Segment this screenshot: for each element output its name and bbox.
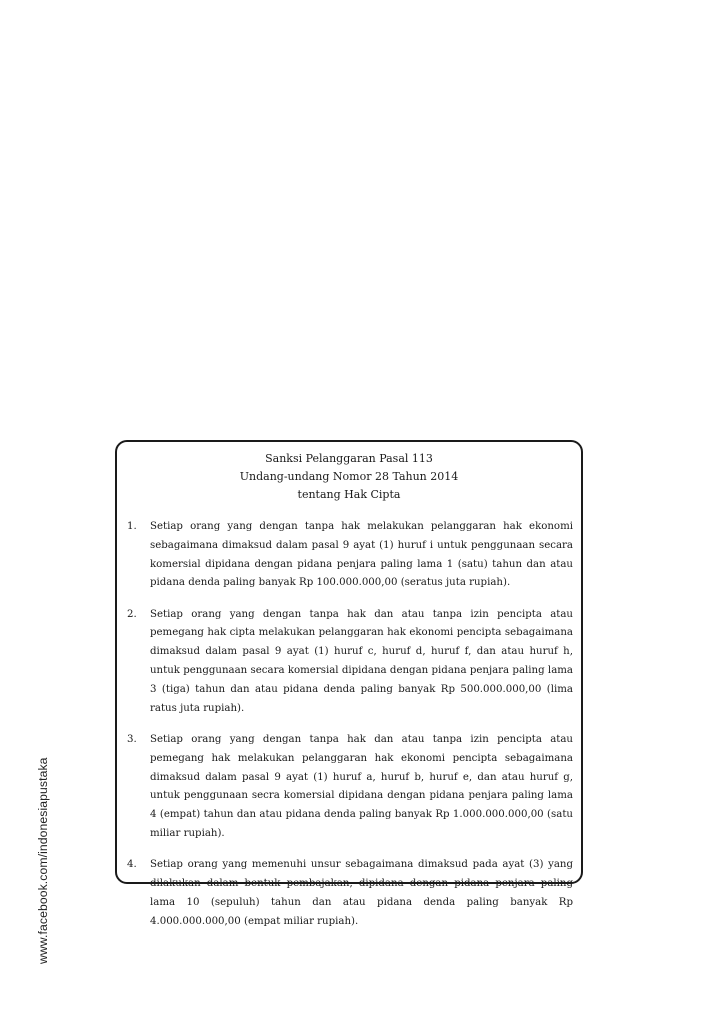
side-url-text: www.facebook.com/indonesiapustaka [36,757,50,964]
notice-title-line: Sanksi Pelanggaran Pasal 113 [265,452,433,465]
clause-item [127,856,573,931]
notice-title-line: tentang Hak Cipta [297,488,401,501]
clause-item [127,731,573,844]
clause-text: Setiap orang yang dengan tanpa hak melakukan pelanggaran hak ekonomi sebagaimana dimaksud dalam pasal 9 ayat (1) huruf i untuk penggunaan secara komersial dipidana dengan pidana penjara paling lama 1 (satu) tahun dan atau pidana denda paling banyak Rp 100.000.000,00 (seratus juta rupiah). [150,521,573,589]
clause-number: 1. [127,521,137,532]
clause-number: 3. [127,733,137,745]
clause-text: Setiap orang yang dengan tanpa hak dan atau tanpa izin pencipta atau pemegang hak cipta melakukan pelanggaran hak ekonomi pencipta sebagaimana dimaksud dalam pasal 9 ayat (1) huruf c, huruf d, huruf f, dan atau huruf h, untuk penggunaan secara komersial dipidana dengan pidana penjara paling lama 3 (tiga) tahun dan atau pidana denda paling banyak Rp 500.000.000,00 (lima ratus juta rupiah). [150,608,573,714]
clause-number: 2. [127,608,137,620]
notice-title-line: Undang-undang Nomor 28 Tahun 2014 [239,470,459,483]
clause-item [127,606,573,719]
clause-text: Setiap orang yang memenuhi unsur sebagaimana dimaksud pada ayat (3) yang dilakukan dalam bentuk pembajakan, dipidana dengan pidana penjara paling lama 10 (sepuluh) tahun dan atau pidana denda paling banyak Rp 4.000.000.000,00 (empat miliar rupiah). [150,859,573,927]
copyright-notice-box [115,440,583,927]
clause-list [127,518,573,944]
notice-title [117,450,581,504]
clause-number: 4. [127,859,137,871]
clause-text: Setiap orang yang dengan tanpa hak dan atau tanpa izin pencipta atau pemegang hak melakukan pelanggaran hak ekonomi pencipta sebagaimana dimaksud dalam pasal 9 ayat (1) huruf a, huruf b, huruf e, dan atau huruf g, untuk penggunaan secra komersial dipidana dengan pidana penjara paling lama 4 (empat) tahun dan atau pidana denda paling banyak Rp 1.000.000.000,00 (satu miliar rupiah). [150,733,573,839]
clause-item [127,518,573,593]
